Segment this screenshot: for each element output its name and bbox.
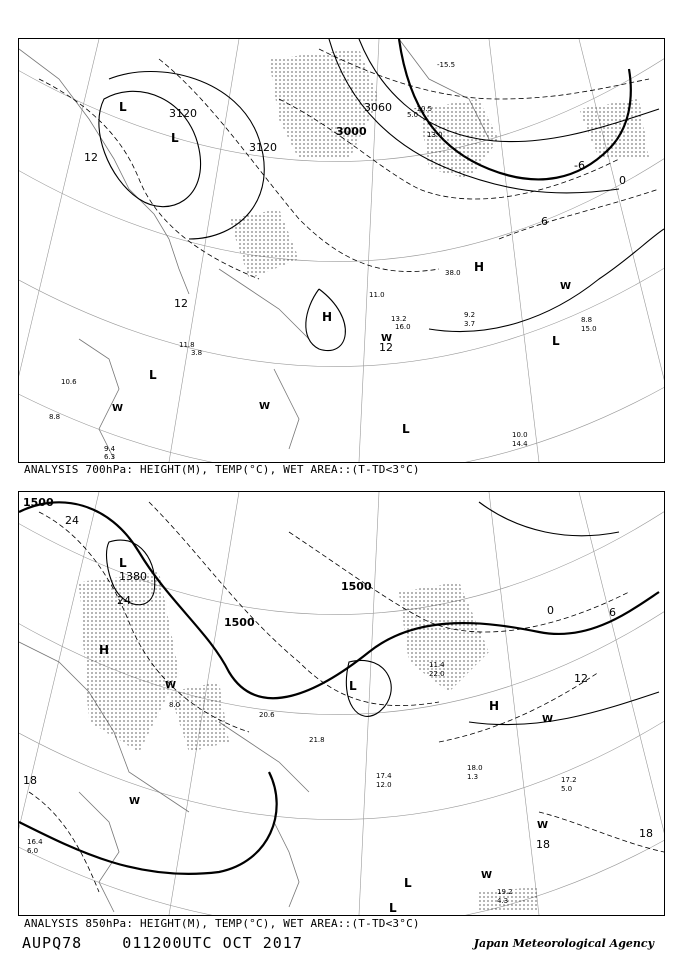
temp-label: 6 [541, 215, 548, 228]
warm-center: W [537, 820, 549, 831]
height-label: 1500 [224, 616, 255, 629]
temp-label: 0 [619, 174, 626, 187]
warm-center: W [129, 796, 141, 807]
station-value: -15.5 [437, 61, 456, 69]
temp-label: 0 [547, 604, 554, 617]
low-center: L [389, 901, 397, 915]
station-value: 18.0 [467, 764, 483, 772]
station-value: 8.8 [581, 316, 593, 324]
temp-label: 12 [574, 672, 588, 685]
agency-name: Japan Meteorological Agency [473, 937, 654, 950]
height-label: 1500 [23, 496, 54, 509]
temp-label: -6 [574, 159, 585, 172]
station-value: 16.0 [395, 323, 411, 331]
warm-center: W [481, 870, 493, 881]
high-center: H [99, 643, 110, 657]
station-value: 10.0 [512, 431, 528, 439]
station-value: 15.0 [581, 325, 597, 333]
station-value: 38.0 [445, 269, 461, 277]
station-value: 10.6 [61, 378, 77, 386]
station-value: 5.0 [407, 111, 419, 119]
height-label: 3120 [249, 141, 277, 154]
warm-center: W [542, 714, 554, 725]
temp-label: 12 [84, 151, 98, 164]
map-panel-700hpa [18, 38, 665, 463]
temp-label: 18 [536, 838, 550, 851]
height-label: 3060 [364, 101, 392, 114]
map-panel-850hpa [18, 491, 665, 916]
station-value: 8.8 [49, 413, 61, 421]
station-value: 9.2 [464, 311, 476, 319]
station-value: 21.8 [309, 736, 325, 744]
height-label: 3000 [336, 125, 367, 138]
pressure-centers [99, 556, 553, 915]
station-value: 11.0 [369, 291, 385, 299]
low-center: L [171, 131, 179, 145]
high-center: H [322, 310, 333, 324]
map-850hpa-svg [19, 492, 664, 915]
station-value: 16.4 [27, 838, 43, 846]
station-value: 19.2 [497, 888, 513, 896]
height-label: 1380 [119, 570, 147, 583]
station-value: -10.5 [414, 105, 433, 113]
temp-labels [84, 151, 626, 354]
station-value: 11.4 [429, 661, 445, 669]
temp-label: 12 [379, 341, 393, 354]
temp-label: 6 [609, 606, 616, 619]
station-value: 17.2 [561, 776, 577, 784]
temp-label: 18 [639, 827, 653, 840]
station-value: 22.0 [429, 670, 445, 678]
warm-center: W [165, 680, 177, 691]
station-value: 20.6 [259, 711, 275, 719]
low-center: L [552, 334, 560, 348]
low-center: L [149, 368, 157, 382]
station-value: 11.8 [179, 341, 195, 349]
high-center: H [474, 260, 485, 274]
station-value: 14.4 [512, 440, 528, 448]
low-center: L [119, 556, 127, 570]
temp-label: 18 [23, 774, 37, 787]
station-value: 13.0 [427, 131, 443, 139]
temp-label: 12 [174, 297, 188, 310]
warm-center: W [381, 333, 393, 344]
station-value: 3.7 [464, 320, 476, 328]
wet-area [229, 49, 649, 279]
low-center: L [404, 876, 412, 890]
height-label: 3120 [169, 107, 197, 120]
height-label: 1500 [341, 580, 372, 593]
station-value: 6.0 [27, 847, 39, 855]
high-center: H [489, 699, 500, 713]
station-value: 9.4 [104, 445, 116, 453]
chart-code: AUPQ78 011200UTC OCT 2017 [22, 934, 303, 952]
station-value: 1.3 [467, 773, 479, 781]
station-value: 17.4 [376, 772, 392, 780]
warm-center: W [259, 401, 271, 412]
station-value: 4.3 [497, 897, 509, 905]
map-700hpa-svg [19, 39, 664, 462]
station-value: 8.0 [169, 701, 181, 709]
low-center: L [119, 100, 127, 114]
station-value: 6.3 [104, 453, 116, 461]
height-contour-1500-south [19, 772, 277, 874]
warm-center: W [560, 281, 572, 292]
station-value: 12.0 [376, 781, 392, 789]
station-value: 13.2 [391, 315, 407, 323]
low-center: L [349, 679, 357, 693]
temp-label: 24 [65, 514, 79, 527]
caption-850hpa: ANALYSIS 850hPa: HEIGHT(M), TEMP(°C), WET AREA::(T-TD<3°C) [24, 917, 420, 930]
caption-700hpa: ANALYSIS 700hPa: HEIGHT(M), TEMP(°C), WET AREA::(T-TD<3°C) [24, 463, 420, 476]
low-center: L [402, 422, 410, 436]
warm-center: W [112, 403, 124, 414]
temp-label: 24 [117, 594, 131, 607]
station-value: 5.0 [561, 785, 573, 793]
station-value: 3.8 [191, 349, 203, 357]
